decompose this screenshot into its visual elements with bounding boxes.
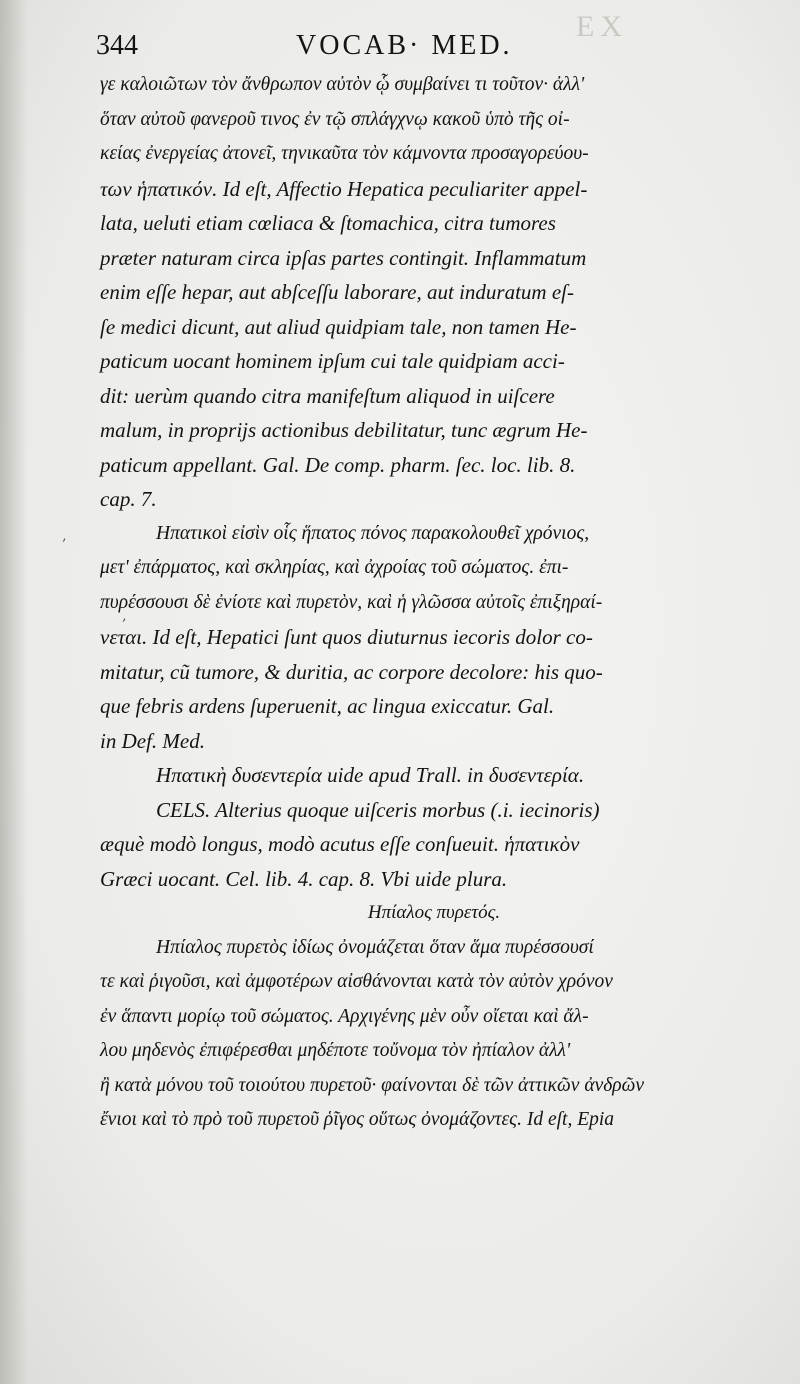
text-line: lata, ueluti etiam cœliaca & ſtomachica, citra tumores <box>100 211 556 235</box>
text-line: γε καλοιῶτων τὸν ἄνθρωπον αὐτὸν ᾧ συμβαίνει τι τοῦτον· ἀλλ' <box>100 74 585 95</box>
text-line: τε καὶ ῥιγοῦσι, καὶ ἀμφοτέρων αἰσθάνονται κατὰ τὸν αὐτὸν χρόνον <box>100 971 613 992</box>
text-line: ἐν ἅπαντι μορίῳ τοῦ σώματος. Αρχιγένης μὲν οὖν οἴεται καὶ ἄλ- <box>100 1005 589 1027</box>
text-line: Ηπίαλος πυρετὸς ἰδίως ὀνομάζεται ὅταν ἅμα πυρέσσουσί <box>156 936 594 958</box>
margin-mark: ‚ <box>122 608 127 624</box>
text-line: in Def. Med. <box>100 728 205 753</box>
running-head: VOCAB· MED. <box>296 30 513 61</box>
text-line: κείας ἐνεργείας ἀτονεῖ, τηνικαῦτα τὸν κάμνοντα προσαγορεύου- <box>100 143 589 164</box>
text-line: νεται. Id eſt, Hepatici ſunt quos diuturnus iecoris dolor co- <box>100 625 593 649</box>
text-line: Græci uocant. Cel. lib. 4. cap. 8. Vbi uide plura. <box>100 866 508 891</box>
margin-mark: ‚ <box>62 528 67 544</box>
text-line: μετ' ἐπάρματος, καὶ σκληρίας, καὶ ἀχροίας τοῦ σώματος. ἐπι- <box>100 557 569 578</box>
gutter-shadow <box>0 0 28 1384</box>
text-line: mitatur, cũ tumore, & duritia, ac corpore decolore: his quo- <box>100 659 603 684</box>
text-block <box>100 68 768 1138</box>
text-line: dit: uerùm quando citra manifeſtum aliquod in uiſcere <box>100 383 555 408</box>
bleed-through-text: EX <box>576 10 628 43</box>
text-line: CELS. Alterius quoque uiſceris morbus (.i. iecinoris) <box>156 797 600 822</box>
text-line: λου μηδενὸς ἐπιφέρεσθαι μηδέποτε τοὔνομα τὸν ἠπίαλον ἀλλ' <box>100 1040 571 1061</box>
text-line: que febris ardens ſuperuenit, ac lingua exiccatur. Gal. <box>100 694 555 718</box>
text-line: των ἡπατικόν. Id eſt, Affectio Hepatica peculiariter appel- <box>100 176 588 201</box>
text-line: πυρέσσουσι δὲ ἐνίοτε καὶ πυρετὸν, καὶ ἡ γλῶσσα αὐτοῖς ἐπιξηραί- <box>100 591 603 613</box>
text-line: malum, in proprijs actionibus debilitatur, tunc ægrum He- <box>100 418 588 442</box>
page-number: 344 <box>96 30 138 61</box>
text-line: ὅταν αὐτοῦ φανεροῦ τινος ἐν τῷ σπλάγχνῳ κακοῦ ὑπὸ τῆς οἰ- <box>100 108 570 130</box>
text-line: æquè modò longus, modò acutus eſſe conſueuit. ἡπατικὸν <box>100 832 580 856</box>
text-line: enim eſſe hepar, aut abſceſſu laborare, aut induratum eſ- <box>100 280 574 304</box>
text-line: Ηπατικὴ δυσεντερία uide apud Trall. in δυσεντερία. <box>156 763 585 787</box>
text-line: paticum appellant. Gal. De comp. pharm. ſec. loc. lib. 8. <box>100 452 576 477</box>
entry-heading: Ηπίαλος πυρετός. <box>367 902 501 923</box>
page-header <box>96 10 760 64</box>
text-line: præter naturam circa ipſas partes contingit. Inflammatum <box>100 245 587 270</box>
text-line: ἔνιοι καὶ τὸ πρὸ τοῦ πυρετοῦ ῥῖγος οὕτως ὀνομάζοντες. Id eſt, Epia <box>100 1109 615 1130</box>
text-line: ſe medici dicunt, aut aliud quidpiam tale, non tamen He- <box>100 314 577 339</box>
text-line: ἢ κατὰ μόνου τοῦ τοιούτου πυρετοῦ· φαίνονται δὲ τῶν ἀττικῶν ἀνδρῶν <box>100 1074 645 1096</box>
text-line: cap. 7. <box>100 487 157 511</box>
text-line: paticum uocant hominem ipſum cui tale quidpiam acci- <box>100 349 565 373</box>
text-line: Ηπατικοὶ εἰσὶν οἷς ἥπατος πόνος παρακολουθεῖ χρόνιος, <box>156 522 590 544</box>
